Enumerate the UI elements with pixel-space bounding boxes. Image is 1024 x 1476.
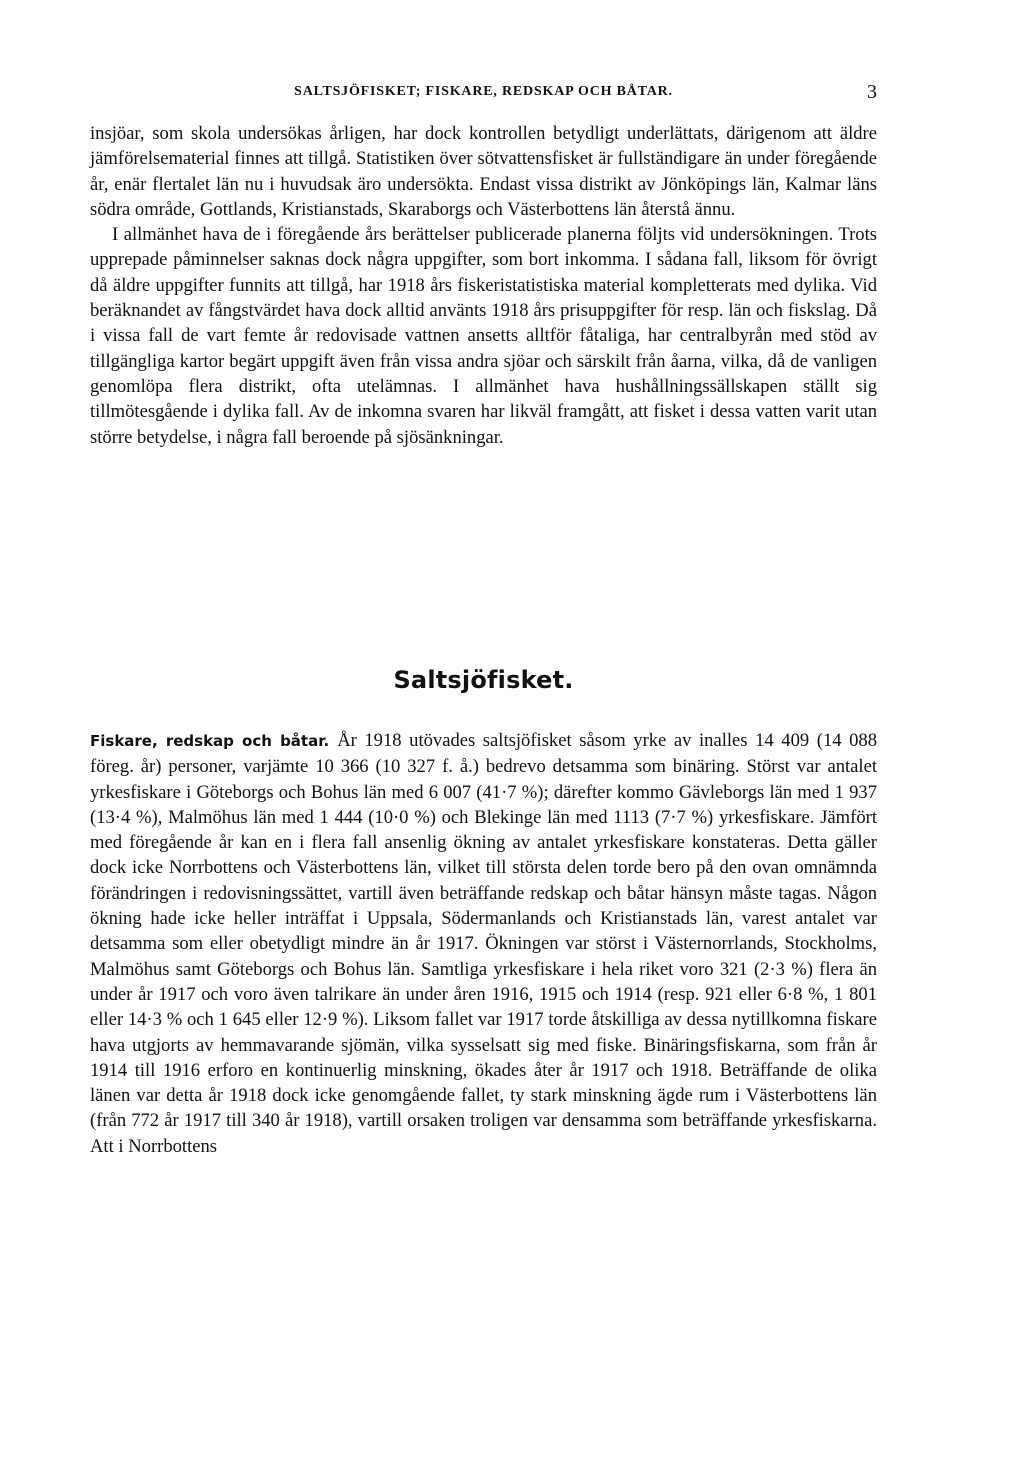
page-number: 3 bbox=[867, 81, 877, 103]
running-header bbox=[90, 80, 877, 104]
paragraph bbox=[90, 728, 877, 1159]
intro-text bbox=[90, 121, 877, 450]
running-title: SALTSJÖFISKET; FISKARE, REDSKAP OCH BÅTAR. bbox=[294, 84, 673, 99]
paragraph: insjöar, som skola undersökas årligen, har dock kontrollen betydligt underlättats, därigenom att äldre jämförelsematerial finnes att tillgå. Statistiken över sötvattensfisket är fullständigare än under föregående år, enär flertalet län nu i huvudsak äro undersökta. Endast vissa distrikt av Jönköpings län, Kalmar läns södra område, Gottlands, Kristianstads, Skaraborgs och Västerbottens län återstå ännu. bbox=[90, 123, 877, 220]
section-body bbox=[90, 728, 877, 1159]
paragraph-text: År 1918 utövades saltsjöfisket såsom yrke av inalles 14 409 (14 088 föreg. år) personer, varjämte 10 366 (10 327 f. å.) bedrevo detsamma som binäring. Störst var antalet yrkesfiskare i Göteborgs och Bohus län med 6 007 (41·7 %); därefter kommo Gävleborgs län med 1 937 (13·4 %), Malmöhus län med 1 444 (10·0 %) och Blekinge län med 1113 (7·7 %) yrkesfiskare. Jämfört med föregående år kan en i flera fall ansenlig ökning av antalet yrkesfiskare konstateras. Detta gäller dock icke Norrbottens och Västerbottens län, vilket till största delen torde bero på den ovan omnämnda förändringen i redovisningssättet, vartill även beträffande redskap och båtar hänsyn måste tagas. Någon ökning hade icke heller inträffat i Uppsala, Södermanlands och Kristianstads län, varest antalet var detsamma som eller obetydligt mindre än år 1917. Ökningen var störst i Västernorrlands, Stockholms, Malmöhus samt Göteborgs och Bohus län. Samtliga yrkesfiskare i hela riket voro 321 (2·3 %) flera än under år 1917 och voro även talrikare än under åren 1916, 1915 och 1914 (resp. 921 eller 6·8 %, 1 801 eller 14·3 % och 1 645 eller 12·9 %). Liksom fallet var 1917 torde åtskilliga av dessa nytillkomna fiskare hava utgjorts av hemmavarande sjömän, vilka sysselsatt sig med fiske. Binäringsfiskarna, som från år 1914 till 1916 erforo en kontinuerlig minskning, ökades åter år 1917 och 1918. Beträffande de olika länen var detta år 1918 dock icke genomgående fallet, ty stark minskning ägde rum i Västerbottens län (från 772 år 1917 till 340 år 1918), vartill orsaken troligen var densamma som beträffande yrkesfiskarna. Att i Norrbottens bbox=[90, 730, 877, 1157]
section-heading: Saltsjöfisket. bbox=[393, 666, 574, 694]
run-in-heading: Fiskare, redskap och båtar. bbox=[90, 732, 330, 750]
paragraph: I allmänhet hava de i föregående års berättelser publicerade planerna följts vid undersökningen. Trots upprepade påminnelser saknas dock några uppgifter, som bort inkomma. I sådana fall, liksom för övrigt då äldre uppgifter funnits att tillgå, har 1918 års fiskeristatistiska material kompletterats med dylika. Vid beräknandet av fångstvärdet hava dock alltid använts 1918 års prisuppgifter för resp. län och fiskslag. Då i vissa fall de vart femte år redovisade vattnen ansetts alltför fåtaliga, har centralbyrån med stöd av tillgängliga kartor begärt uppgift även från vissa andra sjöar och särskilt från åarna, vilka, då de vanligen genomlöpa flera distrikt, ofta utelämnas. I allmänhet hava hushållningssällskapen ställt sig tillmötesgående i dylika fall. Av de inkomna svaren har likväl framgått, att fisket i dessa vatten varit utan större betydelse, i några fall beroende på sjösänkningar. bbox=[90, 224, 877, 448]
